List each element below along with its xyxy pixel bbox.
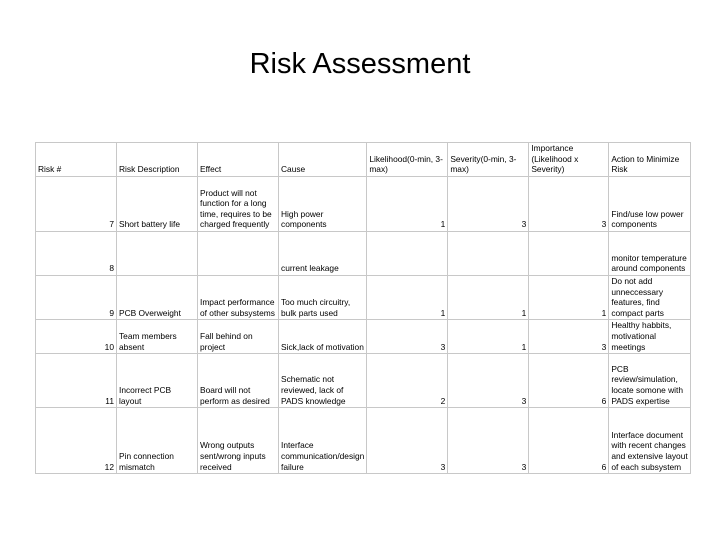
importance-cell: 3 [529, 177, 609, 232]
likelihood-cell [367, 232, 448, 276]
likelihood-cell: 1 [367, 177, 448, 232]
table-row [36, 276, 691, 320]
action-cell: Do not add unneccessary features, find compact parts [609, 276, 691, 320]
risk-number-cell: 8 [36, 232, 117, 276]
table-row [36, 232, 691, 276]
risk-number-cell: 7 [36, 177, 117, 232]
risk-description-cell [117, 232, 198, 276]
cause-cell: Schematic not reviewed, lack of PADS knowledge [279, 354, 367, 408]
importance-cell: 6 [529, 408, 609, 474]
likelihood-cell: 2 [367, 354, 448, 408]
cause-cell: Too much circuitry, bulk parts used [279, 276, 367, 320]
risk-number-cell: 10 [36, 320, 117, 354]
effect-cell: Product will not function for a long time, requires to be charged frequently [198, 177, 279, 232]
risk-description-cell: Pin connection mismatch [117, 408, 198, 474]
table-header-row [36, 143, 691, 177]
likelihood-cell: 3 [367, 320, 448, 354]
action-cell: PCB review/simulation, locate somone with PADS expertise [609, 354, 691, 408]
risk-number-cell: 11 [36, 354, 117, 408]
table-row [36, 408, 691, 474]
header-risk-description: Risk Description [117, 143, 198, 177]
cause-cell: Interface communication/design failure [279, 408, 367, 474]
severity-cell: 1 [448, 276, 529, 320]
slide-title: Risk Assessment [249, 48, 471, 80]
cause-cell: current leakage [279, 232, 367, 276]
action-cell: Healthy habbits, motivational meetings [609, 320, 691, 354]
header-risk-number: Risk # [36, 143, 117, 177]
header-effect: Effect [198, 143, 279, 177]
effect-cell: Impact performance of other subsystems [198, 276, 279, 320]
effect-cell: Fall behind on project [198, 320, 279, 354]
risk-description-cell: Team members absent [117, 320, 198, 354]
effect-cell: Wrong outputs sent/wrong inputs received [198, 408, 279, 474]
cause-cell: High power components [279, 177, 367, 232]
risk-number-cell: 9 [36, 276, 117, 320]
action-cell: Find/use low power components [609, 177, 691, 232]
action-cell: Interface document with recent changes and extensive layout of each subsystem [609, 408, 691, 474]
risk-description-cell: PCB Overweight [117, 276, 198, 320]
severity-cell: 3 [448, 177, 529, 232]
header-cause: Cause [279, 143, 367, 177]
risk-description-cell: Incorrect PCB layout [117, 354, 198, 408]
severity-cell: 1 [448, 320, 529, 354]
risk-assessment-table [35, 142, 691, 474]
likelihood-cell: 3 [367, 408, 448, 474]
importance-cell [529, 232, 609, 276]
severity-cell: 3 [448, 354, 529, 408]
severity-cell [448, 232, 529, 276]
table-row [36, 177, 691, 232]
severity-cell: 3 [448, 408, 529, 474]
table-row [36, 354, 691, 408]
header-action: Action to Minimize Risk [609, 143, 691, 177]
effect-cell: Board will not perform as desired [198, 354, 279, 408]
risk-description-cell: Short battery life [117, 177, 198, 232]
table-row [36, 320, 691, 354]
likelihood-cell: 1 [367, 276, 448, 320]
importance-cell: 6 [529, 354, 609, 408]
header-severity: Severity(0-min, 3-max) [448, 143, 529, 177]
importance-cell: 3 [529, 320, 609, 354]
risk-number-cell: 12 [36, 408, 117, 474]
header-importance: Importance (Likelihood x Severity) [529, 143, 609, 177]
header-likelihood: Likelihood(0-min, 3-max) [367, 143, 448, 177]
cause-cell: Sick,lack of motivation [279, 320, 367, 354]
importance-cell: 1 [529, 276, 609, 320]
effect-cell [198, 232, 279, 276]
action-cell: monitor temperature around components [609, 232, 691, 276]
